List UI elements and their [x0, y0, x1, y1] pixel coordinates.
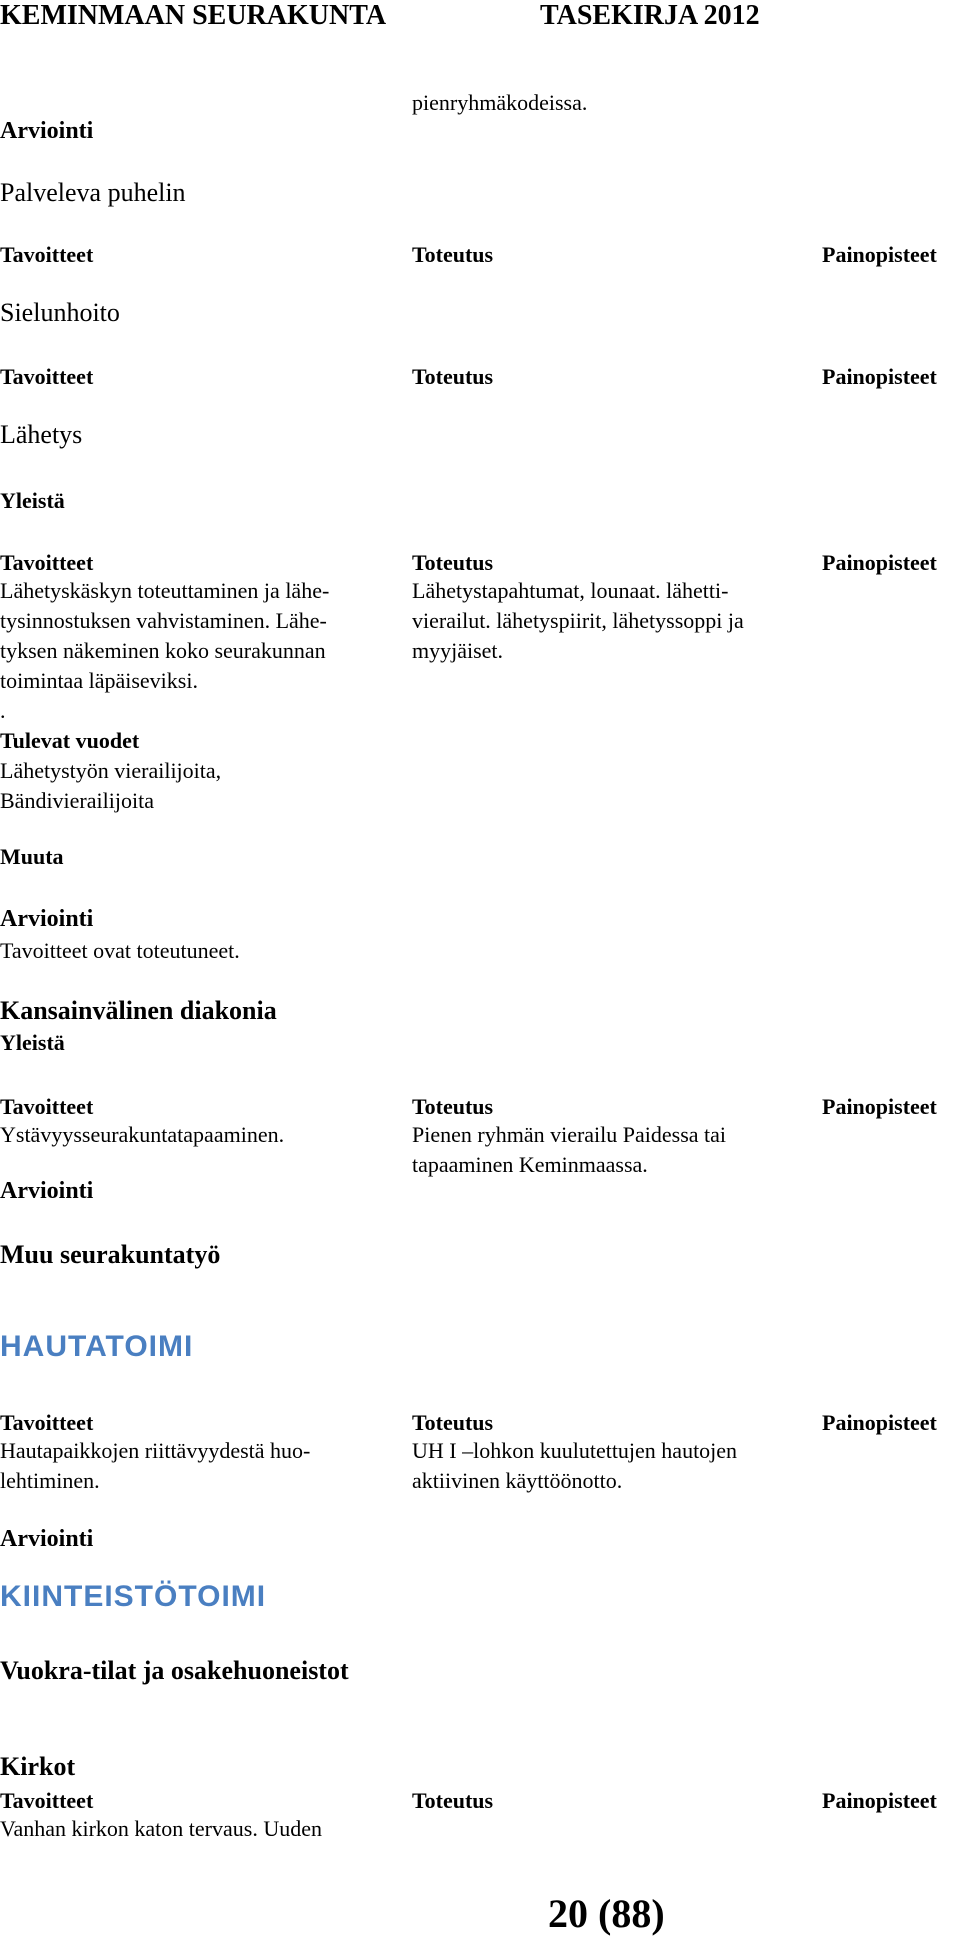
section-title-lahetys: Lähetys	[0, 420, 83, 449]
arviointi-heading-kansainvalinen: Arviointi	[0, 1178, 94, 1204]
text-line: toimintaa läpäiseviksi.	[0, 668, 198, 693]
col-tavoitteet: Tavoitteet	[0, 1094, 94, 1119]
section-title-muu-seurakuntatyo: Muu seurakuntatyö	[0, 1240, 221, 1269]
subsection-vuokra-tilat: Vuokra-tilat ja osakehuoneistot	[0, 1656, 349, 1685]
text-line: vierailut. lähetyspiirit, lähetyssoppi ja	[412, 608, 744, 633]
text-line: Bändivierailijoita	[0, 788, 154, 813]
col-painopisteet: Painopisteet	[822, 242, 937, 267]
tulevat-vuodet-label: Tulevat vuodet	[0, 728, 140, 753]
col-toteutus: Toteutus	[412, 1094, 494, 1119]
hautatoimi-toteutus-text	[412, 1436, 737, 1496]
text-line: Lähetyskäskyn toteuttaminen ja lähe-	[0, 578, 330, 603]
section-title-kiinteistotoimi: KIINTEISTÖTOIMI	[0, 1580, 267, 1613]
kirkot-tavoite-text: Vanhan kirkon katon tervaus. Uuden	[0, 1816, 322, 1841]
col-painopisteet: Painopisteet	[822, 1094, 937, 1119]
col-toteutus: Toteutus	[412, 1410, 494, 1435]
subheading-muuta: Muuta	[0, 844, 64, 869]
col-tavoitteet: Tavoitteet	[0, 550, 94, 575]
carryover-text: pienryhmäkodeissa.	[412, 90, 588, 115]
text-line: Hautapaikkojen riittävyydestä huo-	[0, 1438, 311, 1463]
kansainvalinen-tavoite-text: Ystävyysseurakuntatapaaminen.	[0, 1122, 285, 1147]
arviointi-text-lahetys: Tavoitteet ovat toteutuneet.	[0, 938, 240, 963]
text-line: Pienen ryhmän vierailu Paidessa tai	[412, 1122, 727, 1147]
text-line: UH I –lohkon kuulutettujen hautojen	[412, 1438, 738, 1463]
text-line: lehtiminen.	[0, 1468, 100, 1493]
col-tavoitteet: Tavoitteet	[0, 1410, 94, 1435]
text-line: myyjäiset.	[412, 638, 504, 663]
text-line: tyksen näkeminen koko seurakunnan	[0, 638, 326, 663]
subheading-yleista: Yleistä	[0, 1030, 65, 1055]
arviointi-heading-hautatoimi: Arviointi	[0, 1526, 94, 1552]
col-painopisteet: Painopisteet	[822, 364, 937, 389]
section-title-kansainvalinen-diakonia: Kansainvälinen diakonia	[0, 996, 277, 1025]
subheading-yleista: Yleistä	[0, 488, 65, 513]
header-document-title: TASEKIRJA 2012	[540, 0, 760, 31]
kansainvalinen-toteutus-text	[412, 1120, 726, 1180]
col-toteutus: Toteutus	[412, 550, 494, 575]
arviointi-heading-lahetys: Arviointi	[0, 906, 94, 932]
arviointi-heading-top: Arviointi	[0, 118, 94, 144]
col-toteutus: Toteutus	[412, 1788, 494, 1813]
col-tavoitteet: Tavoitteet	[0, 242, 94, 267]
section-title-palveleva-puhelin: Palveleva puhelin	[0, 178, 186, 207]
col-painopisteet: Painopisteet	[822, 1410, 937, 1435]
col-painopisteet: Painopisteet	[822, 1788, 937, 1813]
text-line: Lähetystapahtumat, lounaat. lähetti-	[412, 578, 729, 603]
lahetys-tavoitteet-text	[0, 576, 329, 816]
col-painopisteet: Painopisteet	[822, 550, 937, 575]
text-line: tapaaminen Keminmaassa.	[412, 1152, 648, 1177]
lahetys-toteutus-text	[412, 576, 744, 666]
text-line: .	[0, 698, 6, 723]
section-title-sielunhoito: Sielunhoito	[0, 298, 120, 327]
hautatoimi-tavoite-text	[0, 1436, 310, 1496]
page-number: 20 (88)	[548, 1891, 665, 1936]
section-title-hautatoimi: HAUTATOIMI	[0, 1330, 194, 1363]
col-toteutus: Toteutus	[412, 242, 494, 267]
col-tavoitteet: Tavoitteet	[0, 1788, 94, 1813]
text-line: Lähetystyön vierailijoita,	[0, 758, 222, 783]
subsection-kirkot: Kirkot	[0, 1752, 76, 1781]
header-org-name: KEMINMAAN SEURAKUNTA	[0, 0, 387, 31]
col-tavoitteet: Tavoitteet	[0, 364, 94, 389]
col-toteutus: Toteutus	[412, 364, 494, 389]
text-line: tysinnostuksen vahvistaminen. Lähe-	[0, 608, 327, 633]
text-line: aktiivinen käyttöönotto.	[412, 1468, 623, 1493]
